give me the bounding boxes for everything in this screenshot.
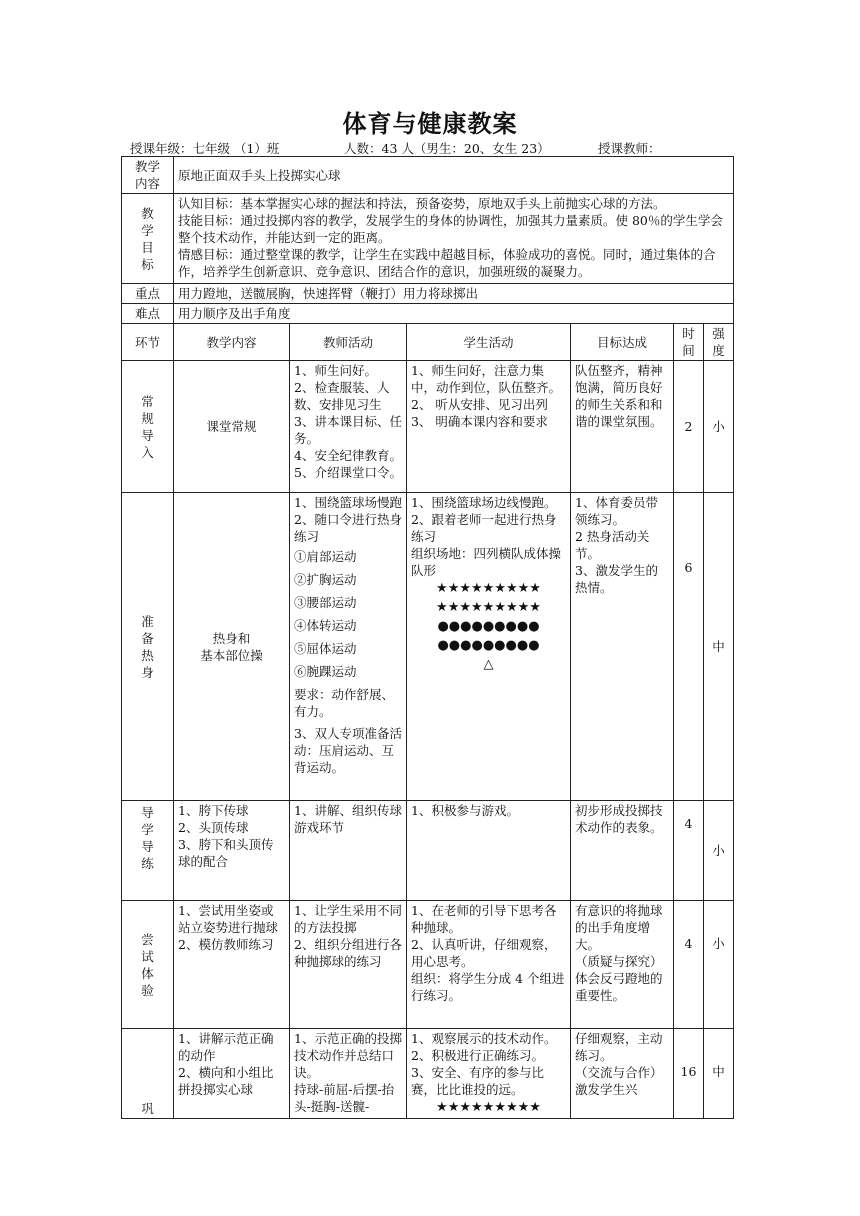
- student-count: 人数：43 人（男生：20、女生 23）: [344, 141, 550, 156]
- teacher-cell: 1、示范正确的投掷技术动作并总结口诀。 持球-前屈-后摆-抬头-挺胸-送髋-: [290, 1029, 407, 1119]
- content-cell: 课堂常规: [174, 361, 290, 493]
- formation-row-dots: ●●●●●●●●●: [437, 619, 540, 634]
- lesson-plan-table: [121, 156, 734, 1119]
- exercise-item: ⑤屈体运动: [294, 641, 357, 656]
- teacher-cell: 1、让学生采用不同的方法投掷 2、组织分组进行各种抛掷球的练习: [290, 901, 407, 1029]
- table-row: [122, 493, 734, 801]
- grade-label: 授课年级：七年级 （1）班: [130, 141, 280, 156]
- table-row: [122, 801, 734, 901]
- column-header-intensity: 强 度: [704, 324, 734, 361]
- time-cell: 6: [674, 493, 704, 801]
- formation-row-stars: ★★★★★★★★★: [436, 581, 541, 596]
- goal-cell: 队伍整齐，精神饱满，简历良好的师生关系和和谐的课堂氛围。: [571, 361, 674, 493]
- page-title: 体育与健康教案: [342, 110, 518, 138]
- table-row: [122, 901, 734, 1029]
- intensity-cell: 中: [704, 493, 734, 801]
- difficulty-value: 用力顺序及出手角度: [174, 304, 734, 324]
- difficulty-label: 难点: [122, 304, 174, 324]
- goals-value: 认知目标：基本掌握实心球的握法和持法，预备姿势，原地双手头上前抛实心球的方法。 技能目标：通过投掷内容的教学，发展学生的身体的协调性，加强其力量素质。使 80％的学生学会整个技术动作，并能达到一定的距离。 情感目标：通过整堂课的教学，让学生在实践中超越目标，体验成功的喜悦。同时，通过集体的合作，培养学生创新意识、竞争意识、团结合作的意识，加强班级的凝聚力。: [174, 194, 734, 284]
- column-header-student: 学生活动: [407, 324, 571, 361]
- teacher-intro: 1、围绕篮球场慢跑 2、随口令进行热身练习: [294, 495, 402, 544]
- content-cell: 1、胯下传球 2、头顶传球 3、胯下和头顶传球的配合: [174, 801, 290, 901]
- intensity-cell: 中: [704, 1029, 734, 1119]
- student-cell: 1、积极参与游戏。: [407, 801, 571, 901]
- goals-label: 教 学 目 标: [122, 194, 174, 284]
- formation-row-stars: ★★★★★★★★★: [436, 600, 541, 615]
- time-cell: 2: [674, 361, 704, 493]
- content-label: 教学 内容: [122, 157, 174, 194]
- exercise-item: ④体转运动: [294, 618, 357, 633]
- time-cell: 4: [674, 901, 704, 1029]
- teacher-pair-activity: 3、双人专项准备活动：压肩运动、互背运动。: [294, 726, 402, 775]
- teacher-label: 授课教师：: [598, 141, 661, 156]
- column-header-content: 教学内容: [174, 324, 290, 361]
- stage-cell: 导 学 导 练: [122, 801, 174, 901]
- table-row: [122, 1029, 734, 1119]
- formation-row-stars: ★★★★★★★★★: [436, 1100, 541, 1115]
- exercise-item: ③腰部运动: [294, 595, 357, 610]
- table-row: [122, 361, 734, 493]
- column-header-goal: 目标达成: [571, 324, 674, 361]
- goal-cell: 仔细观察，主动练习。 （交流与合作） 激发学生兴: [571, 1029, 674, 1119]
- formation-row-dots: ●●●●●●●●●: [437, 638, 540, 653]
- time-cell: 16: [674, 1029, 704, 1119]
- exercise-item: ⑥腕踝运动: [294, 664, 357, 679]
- student-text: 1、观察展示的技术动作。 2、积极进行正确练习。 3、安全、有序的参与比赛，比比谁投的远。: [411, 1031, 557, 1097]
- content-value: 原地正面双手头上投掷实心球: [174, 157, 734, 194]
- teacher-cell: [290, 493, 407, 801]
- teacher-requirement: 要求：动作舒展、有力。: [294, 687, 395, 719]
- exercise-item: ②扩胸运动: [294, 572, 357, 587]
- column-header-time: 时 间: [674, 324, 704, 361]
- goal-cell: 1、体育委员带领练习。 2 热身活动关节。 3、激发学生的热情。: [571, 493, 674, 801]
- column-header-teacher: 教师活动: [290, 324, 407, 361]
- content-cell: 1、尝试用坐姿或站立姿势进行抛球 2、模仿教师练习: [174, 901, 290, 1029]
- content-cell: 1、讲解示范正确的动作 2、横向和小组比拼投掷实心球: [174, 1029, 290, 1119]
- stage-cell: 常 规 导 入: [122, 361, 174, 493]
- stage-cell: 尝 试 体 验: [122, 901, 174, 1029]
- time-cell: 4: [674, 801, 704, 901]
- column-header-stage: 环节: [122, 324, 174, 361]
- stage-cell: 巩: [122, 1029, 174, 1119]
- student-cell: [407, 1029, 571, 1119]
- student-text: 1、围绕篮球场边线慢跑。 2、跟着老师一起进行热身练习 组织场地：四列横队成体操队形: [411, 495, 562, 578]
- student-cell: 1、在老师的引导下思考各种抛球。 2、认真听讲，仔细观察，用心思考。 组织：将学生分成 4 个组进行练习。: [407, 901, 571, 1029]
- intensity-cell: 小: [704, 901, 734, 1029]
- intensity-cell: 小: [704, 801, 734, 901]
- teacher-cell: 1、师生问好。 2、检查服装、人数、安排见习生 3、讲本课目标、任务。 4、安全纪律教育。 5、介绍课堂口令。: [290, 361, 407, 493]
- teacher-position-triangle: △: [483, 657, 494, 672]
- key-point-value: 用力蹬地，送髋展胸，快速挥臂（鞭打）用力将球掷出: [174, 284, 734, 304]
- intensity-cell: 小: [704, 361, 734, 493]
- content-cell: 热身和 基本部位操: [174, 493, 290, 801]
- key-point-label: 重点: [122, 284, 174, 304]
- goal-cell: 初步形成投掷技术动作的表象。: [571, 801, 674, 901]
- student-cell: [407, 493, 571, 801]
- teacher-cell: 1、讲解、组织传球游戏环节: [290, 801, 407, 901]
- exercise-item: ①肩部运动: [294, 549, 357, 564]
- goal-cell: 有意识的将抛球的出手角度增大。 （质疑与探究） 体会反弓蹬地的重要性。: [571, 901, 674, 1029]
- student-cell: 1、师生问好，注意力集中，动作到位，队伍整齐。 2、 听从安排、见习出列 3、 明确本课内容和要求: [407, 361, 571, 493]
- stage-cell: 准 备 热 身: [122, 493, 174, 801]
